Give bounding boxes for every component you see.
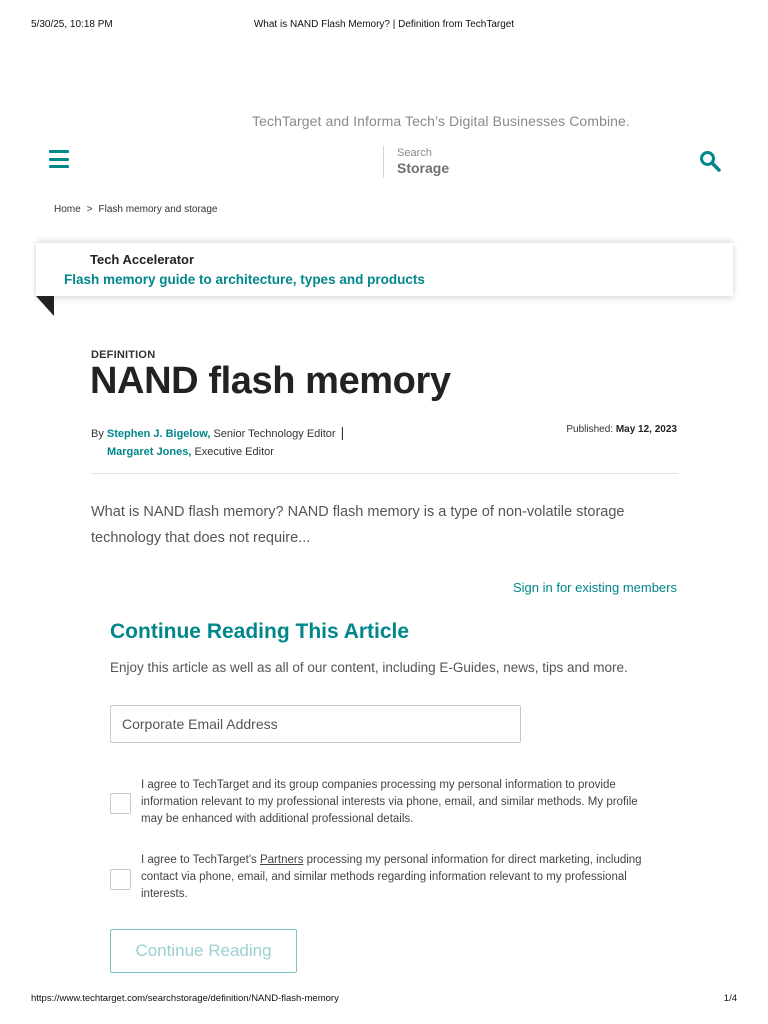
divider — [91, 473, 678, 474]
announcement-banner[interactable]: TechTarget and Informa Tech’s Digital Businesses Combine. — [252, 113, 630, 129]
print-datetime: 5/30/25, 10:18 PM — [31, 19, 113, 30]
search-site-name: Storage — [397, 160, 450, 176]
consent-checkbox-1[interactable] — [110, 793, 131, 814]
sign-in-link[interactable]: Sign in for existing members — [512, 580, 677, 595]
byline — [91, 423, 351, 461]
tech-accelerator-kicker: Tech Accelerator — [90, 252, 195, 267]
breadcrumb-section[interactable]: Flash memory and storage — [98, 204, 218, 215]
consent-text-1: I agree to TechTarget and its group companies processing my personal information to provide information relevant to my professional interests via phone, email, and similar methods. My profile may be enhanced with additional professional details. — [141, 779, 638, 825]
published-date — [566, 424, 677, 435]
author-role-2: Executive Editor — [194, 446, 274, 458]
guide-link[interactable]: Flash memory guide to architecture, types and products — [64, 272, 425, 287]
tech-accelerator-card[interactable] — [36, 243, 733, 296]
article-type-label: DEFINITION — [91, 349, 156, 361]
registration-title: Continue Reading This Article — [110, 620, 410, 643]
card-fold-decoration — [36, 296, 54, 316]
breadcrumb-separator: > — [86, 204, 93, 215]
published-value: May 12, 2023 — [615, 424, 677, 435]
search-box[interactable] — [383, 146, 449, 178]
byline-by: By — [91, 428, 104, 440]
continue-reading-button[interactable]: Continue Reading — [110, 929, 297, 973]
email-field[interactable] — [110, 705, 521, 743]
page-title: NAND flash memory — [90, 360, 451, 402]
print-doc-title: What is NAND Flash Memory? | Definition from TechTarget — [253, 19, 515, 30]
print-url: https://www.techtarget.com/searchstorage/definition/NAND-flash-memory — [31, 993, 339, 1004]
breadcrumb-home[interactable]: Home — [54, 204, 81, 215]
consent-text-2 — [141, 852, 646, 903]
article-summary: What is NAND flash memory? NAND flash memory is a type of non-volatile storage technology that does not require... — [91, 504, 625, 546]
registration-subtitle: Enjoy this article as well as all of our content, including E-Guides, news, tips and more. — [110, 660, 628, 675]
consent2-suffix: processing my personal information for direct marketing, including contact via phone, email, and similar methods regarding information relevant to my professional interests. — [141, 854, 642, 900]
search-label: Search — [397, 147, 432, 159]
author-separator: | — [340, 424, 345, 440]
print-page-number: 1/4 — [723, 993, 737, 1004]
author-link-2[interactable]: Margaret Jones, — [107, 446, 192, 458]
published-label: Published: — [566, 424, 614, 435]
partners-link[interactable]: Partners — [259, 854, 304, 866]
author-role-1: Senior Technology Editor — [213, 428, 336, 440]
consent-checkbox-2[interactable] — [110, 869, 131, 890]
consent2-prefix: I agree to TechTarget's — [141, 854, 260, 866]
author-link-1[interactable]: Stephen J. Bigelow, — [106, 428, 211, 440]
magnifier-icon[interactable] — [699, 150, 721, 172]
hamburger-menu-icon[interactable] — [49, 150, 69, 168]
breadcrumb — [54, 204, 217, 215]
